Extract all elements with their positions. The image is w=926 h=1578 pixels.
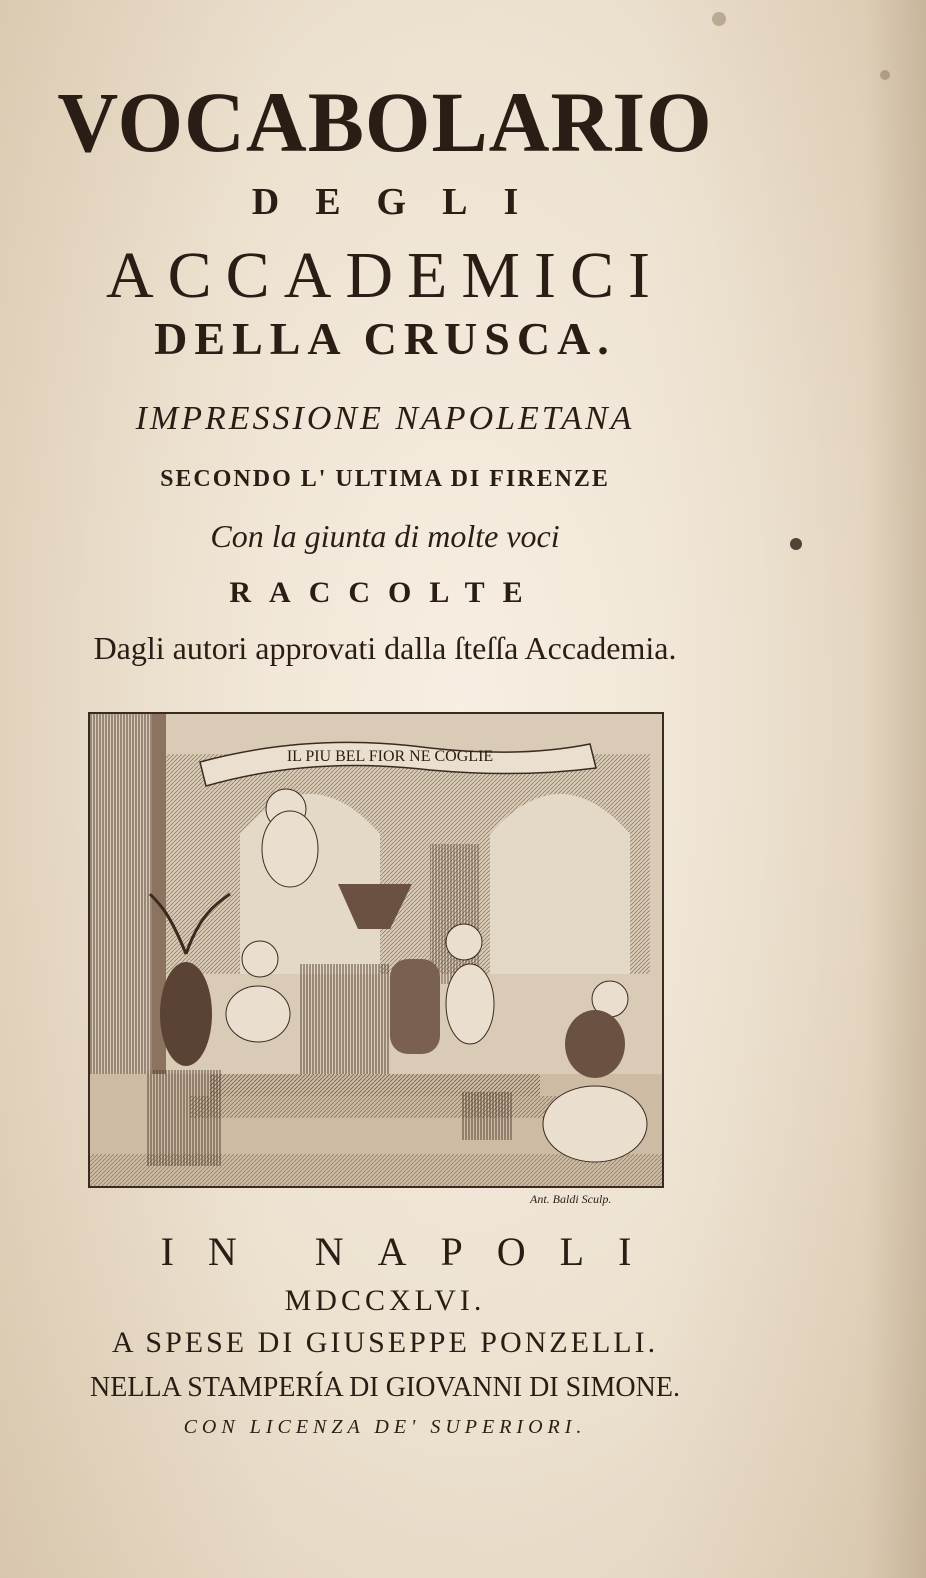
book-title: VOCABOLARIO — [57, 74, 713, 170]
ink-blot — [790, 538, 802, 550]
imprint-license: CON LICENZA DE' SUPERIORI. — [183, 1416, 587, 1438]
vignette-motto: IL PIU BEL FIOR NE COGLIE — [286, 748, 494, 765]
edition-subline: SECONDO L' ULTIMA DI FIRENZE — [160, 466, 610, 492]
collected-line: RACCOLTE — [229, 576, 541, 609]
imprint-year: MDCCXLVI. — [284, 1284, 486, 1317]
foxing-spot — [880, 70, 890, 80]
vignette-illustration — [90, 714, 662, 1186]
engraved-vignette — [88, 712, 664, 1188]
imprint-printer: NELLA STAMPERÍA DI GIOVANNI DI SIMONE. — [90, 1372, 680, 1403]
edition-line: IMPRESSIONE NAPOLETANA — [135, 400, 635, 437]
addition-line: Con la giunta di molte voci — [210, 518, 560, 554]
title-line-crusca: DELLA CRUSCA. — [154, 313, 616, 364]
engraver-signature: Ant. Baldi Sculp. — [530, 1192, 612, 1206]
imprint-publisher: A SPESE DI GIUSEPPE PONZELLI. — [111, 1326, 659, 1359]
source-line: Dagli autori approvati dalla ſteſſa Accademia. — [93, 630, 677, 666]
foxing-spot — [712, 12, 726, 26]
imprint-place: IN NAPOLI — [160, 1229, 666, 1274]
title-line-degli: DEGLI — [251, 181, 555, 223]
page-edge-shadow — [866, 0, 926, 1578]
title-line-accademici: ACCADEMICI — [105, 239, 664, 312]
